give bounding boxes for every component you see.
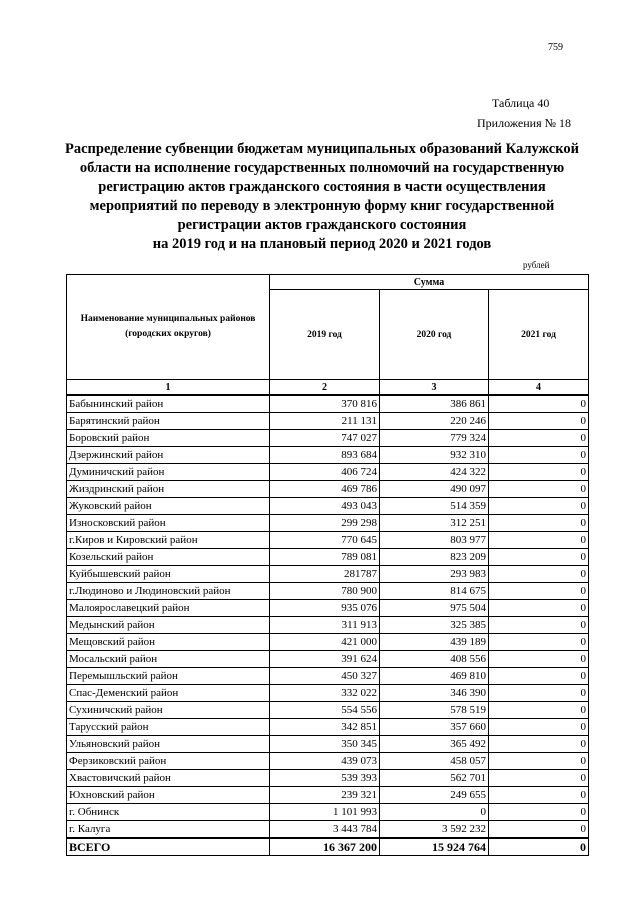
value-2021: 0 <box>489 413 589 430</box>
total-2019: 16 367 200 <box>270 838 380 856</box>
value-2019: 893 684 <box>270 447 380 464</box>
table-row <box>67 753 589 770</box>
value-2021: 0 <box>489 804 589 821</box>
total-row <box>67 838 589 856</box>
table-row <box>67 498 589 515</box>
district-name: Спас-Деменский район <box>67 685 270 702</box>
value-2020: 803 977 <box>380 532 489 549</box>
value-2019: 350 345 <box>270 736 380 753</box>
document-title <box>52 140 592 254</box>
value-2021: 0 <box>489 617 589 634</box>
value-2020: 424 322 <box>380 464 489 481</box>
value-2020: 578 519 <box>380 702 489 719</box>
header-year-2021: 2021 год <box>489 290 589 380</box>
value-2019: 332 022 <box>270 685 380 702</box>
table-row <box>67 566 589 583</box>
value-2020: 249 655 <box>380 787 489 804</box>
district-name: Бабынинский район <box>67 395 270 413</box>
value-2021: 0 <box>489 498 589 515</box>
table-row <box>67 413 589 430</box>
value-2020: 220 246 <box>380 413 489 430</box>
value-2020: 823 209 <box>380 549 489 566</box>
district-name: Юхновский район <box>67 787 270 804</box>
district-name: Куйбышевский район <box>67 566 270 583</box>
district-name: Мещовский район <box>67 634 270 651</box>
value-2020: 439 189 <box>380 634 489 651</box>
value-2021: 0 <box>489 634 589 651</box>
value-2020: 975 504 <box>380 600 489 617</box>
value-2020: 365 492 <box>380 736 489 753</box>
table-row <box>67 617 589 634</box>
district-name: Жиздринский район <box>67 481 270 498</box>
district-name: г. Обнинск <box>67 804 270 821</box>
value-2020: 562 701 <box>380 770 489 787</box>
value-2021: 0 <box>489 395 589 413</box>
budget-table <box>66 274 589 856</box>
title-line: мероприятий по переводу в электронную форму книг государственной <box>89 198 555 214</box>
value-2019: 747 027 <box>270 430 380 447</box>
value-2021: 0 <box>489 685 589 702</box>
title-line: Распределение субвенции бюджетам муниципальных образований Калужской <box>64 141 580 157</box>
district-name: г.Людиново и Людиновский район <box>67 583 270 600</box>
table-row <box>67 770 589 787</box>
district-name: Сухиничский район <box>67 702 270 719</box>
value-2019: 421 000 <box>270 634 380 651</box>
value-2021: 0 <box>489 464 589 481</box>
table-row <box>67 668 589 685</box>
value-2021: 0 <box>489 651 589 668</box>
value-2019: 450 327 <box>270 668 380 685</box>
value-2019: 391 624 <box>270 651 380 668</box>
title-line: области на исполнение государственных полномочий на государственную <box>79 160 565 176</box>
value-2021: 0 <box>489 753 589 770</box>
district-name: Жуковский район <box>67 498 270 515</box>
value-2020: 325 385 <box>380 617 489 634</box>
table-row <box>67 634 589 651</box>
value-2020: 779 324 <box>380 430 489 447</box>
value-2019: 1 101 993 <box>270 804 380 821</box>
district-name: Козельский район <box>67 549 270 566</box>
value-2019: 406 724 <box>270 464 380 481</box>
total-2021: 0 <box>489 838 589 856</box>
total-2020: 15 924 764 <box>380 838 489 856</box>
value-2021: 0 <box>489 770 589 787</box>
page-number: 759 <box>548 42 563 53</box>
value-2021: 0 <box>489 549 589 566</box>
value-2019: 342 851 <box>270 719 380 736</box>
value-2020: 408 556 <box>380 651 489 668</box>
table-label: Таблица 40 <box>492 96 550 110</box>
value-2020: 814 675 <box>380 583 489 600</box>
value-2019: 789 081 <box>270 549 380 566</box>
value-2021: 0 <box>489 821 589 839</box>
value-2019: 780 900 <box>270 583 380 600</box>
value-2019: 299 298 <box>270 515 380 532</box>
value-2021: 0 <box>489 702 589 719</box>
table-row <box>67 481 589 498</box>
value-2019: 370 816 <box>270 395 380 413</box>
value-2021: 0 <box>489 600 589 617</box>
header-name-col: Наименование муниципальных районов (городских округов) <box>67 275 270 380</box>
district-name: г.Киров и Кировский район <box>67 532 270 549</box>
total-label: ВСЕГО <box>67 838 270 856</box>
header-sum: Сумма <box>270 275 589 290</box>
table-row <box>67 787 589 804</box>
value-2019: 211 131 <box>270 413 380 430</box>
table-row <box>67 651 589 668</box>
district-name: Ульяновский район <box>67 736 270 753</box>
district-name: Мосальский район <box>67 651 270 668</box>
value-2021: 0 <box>489 481 589 498</box>
district-name: Думиничский район <box>67 464 270 481</box>
value-2020: 312 251 <box>380 515 489 532</box>
district-name: Медынский район <box>67 617 270 634</box>
table-row <box>67 702 589 719</box>
district-name: Малоярославецкий район <box>67 600 270 617</box>
table-row <box>67 583 589 600</box>
column-number: 2 <box>270 380 380 396</box>
district-name: Боровский район <box>67 430 270 447</box>
district-name: г. Калуга <box>67 821 270 839</box>
value-2019: 439 073 <box>270 753 380 770</box>
column-number: 3 <box>380 380 489 396</box>
value-2019: 239 321 <box>270 787 380 804</box>
header-year-2019: 2019 год <box>270 290 380 380</box>
value-2019: 935 076 <box>270 600 380 617</box>
value-2021: 0 <box>489 736 589 753</box>
table-row <box>67 821 589 839</box>
column-number: 4 <box>489 380 589 396</box>
column-number: 1 <box>67 380 270 396</box>
value-2020: 293 983 <box>380 566 489 583</box>
district-name: Перемышльский район <box>67 668 270 685</box>
value-2020: 932 310 <box>380 447 489 464</box>
value-2021: 0 <box>489 430 589 447</box>
table-row <box>67 719 589 736</box>
value-2020: 0 <box>380 804 489 821</box>
value-2019: 554 556 <box>270 702 380 719</box>
district-name: Тарусский район <box>67 719 270 736</box>
value-2021: 0 <box>489 515 589 532</box>
value-2020: 357 660 <box>380 719 489 736</box>
value-2020: 386 861 <box>380 395 489 413</box>
value-2019: 311 913 <box>270 617 380 634</box>
value-2020: 3 592 232 <box>380 821 489 839</box>
column-numbers-row <box>67 380 589 396</box>
value-2019: 281787 <box>270 566 380 583</box>
title-line: регистрации актов гражданского состояния <box>177 217 467 233</box>
table-row <box>67 447 589 464</box>
value-2020: 346 390 <box>380 685 489 702</box>
value-2019: 770 645 <box>270 532 380 549</box>
title-line: регистрацию актов гражданского состояния в части осуществления <box>98 179 546 195</box>
table-row <box>67 600 589 617</box>
district-name: Хвастовичский район <box>67 770 270 787</box>
table-row <box>67 685 589 702</box>
table-row <box>67 549 589 566</box>
table-row <box>67 804 589 821</box>
district-name: Ферзиковский район <box>67 753 270 770</box>
appendix-label: Приложения № 18 <box>477 116 572 130</box>
district-name: Дзержинский район <box>67 447 270 464</box>
value-2021: 0 <box>489 532 589 549</box>
table-row <box>67 515 589 532</box>
value-2021: 0 <box>489 787 589 804</box>
table-row <box>67 532 589 549</box>
table-row <box>67 464 589 481</box>
value-2021: 0 <box>489 668 589 685</box>
table-row <box>67 736 589 753</box>
value-2019: 3 443 784 <box>270 821 380 839</box>
value-2020: 469 810 <box>380 668 489 685</box>
district-name: Барятинский район <box>67 413 270 430</box>
value-2020: 514 359 <box>380 498 489 515</box>
units-label: рублей <box>523 260 550 270</box>
value-2021: 0 <box>489 583 589 600</box>
header-year-2020: 2020 год <box>380 290 489 380</box>
value-2020: 458 057 <box>380 753 489 770</box>
value-2021: 0 <box>489 447 589 464</box>
table-row <box>67 395 589 413</box>
value-2021: 0 <box>489 719 589 736</box>
value-2019: 493 043 <box>270 498 380 515</box>
value-2021: 0 <box>489 566 589 583</box>
table-row <box>67 430 589 447</box>
header-row <box>67 275 589 290</box>
value-2019: 539 393 <box>270 770 380 787</box>
value-2020: 490 097 <box>380 481 489 498</box>
title-line: на 2019 год и на плановый период 2020 и 2021 годов <box>152 236 492 252</box>
district-name: Износковский район <box>67 515 270 532</box>
value-2019: 469 786 <box>270 481 380 498</box>
